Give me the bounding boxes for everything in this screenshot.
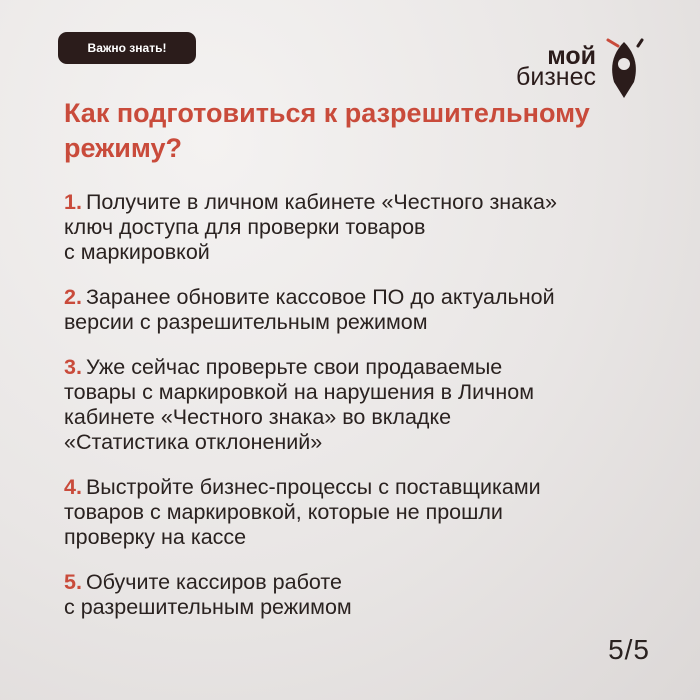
page-title: Как подготовиться к разрешительному режиму? — [64, 98, 590, 163]
step-text: Получите в личном кабинете «Честного знака» ключ доступа для проверки товаров с маркировкой — [64, 190, 557, 264]
step-text: Заранее обновите кассовое ПО до актуальной версии с разрешительным режимом — [64, 285, 555, 334]
step-item — [64, 190, 664, 265]
logo-line-2: бизнес — [516, 63, 596, 91]
step-item — [64, 475, 664, 550]
step-number: 1. — [64, 190, 82, 214]
step-number: 2. — [64, 285, 82, 309]
moy-biznes-logo — [506, 38, 646, 100]
step-item — [64, 570, 664, 620]
step-text: Обучите кассиров работе с разрешительным режимом — [64, 570, 352, 619]
step-number: 3. — [64, 355, 82, 379]
step-number: 4. — [64, 475, 82, 499]
step-text: Выстройте бизнес-процессы с поставщиками товаров с маркировкой, которые не прошли проверку на кассе — [64, 475, 541, 549]
step-item — [64, 355, 664, 455]
info-badge: Важно знать! — [58, 32, 196, 64]
logo-text — [516, 42, 596, 91]
rocket-pin-icon — [602, 38, 646, 100]
step-item — [64, 285, 664, 335]
step-text: Уже сейчас проверьте свои продаваемые товары с маркировкой на нарушения в Личном кабинете «Честного знака» во вкладке «Статистика отклонений» — [64, 355, 534, 454]
logo-line-1: мой — [547, 42, 596, 70]
page-indicator: 5/5 — [608, 634, 650, 665]
steps-list — [64, 190, 664, 620]
step-number: 5. — [64, 570, 82, 594]
